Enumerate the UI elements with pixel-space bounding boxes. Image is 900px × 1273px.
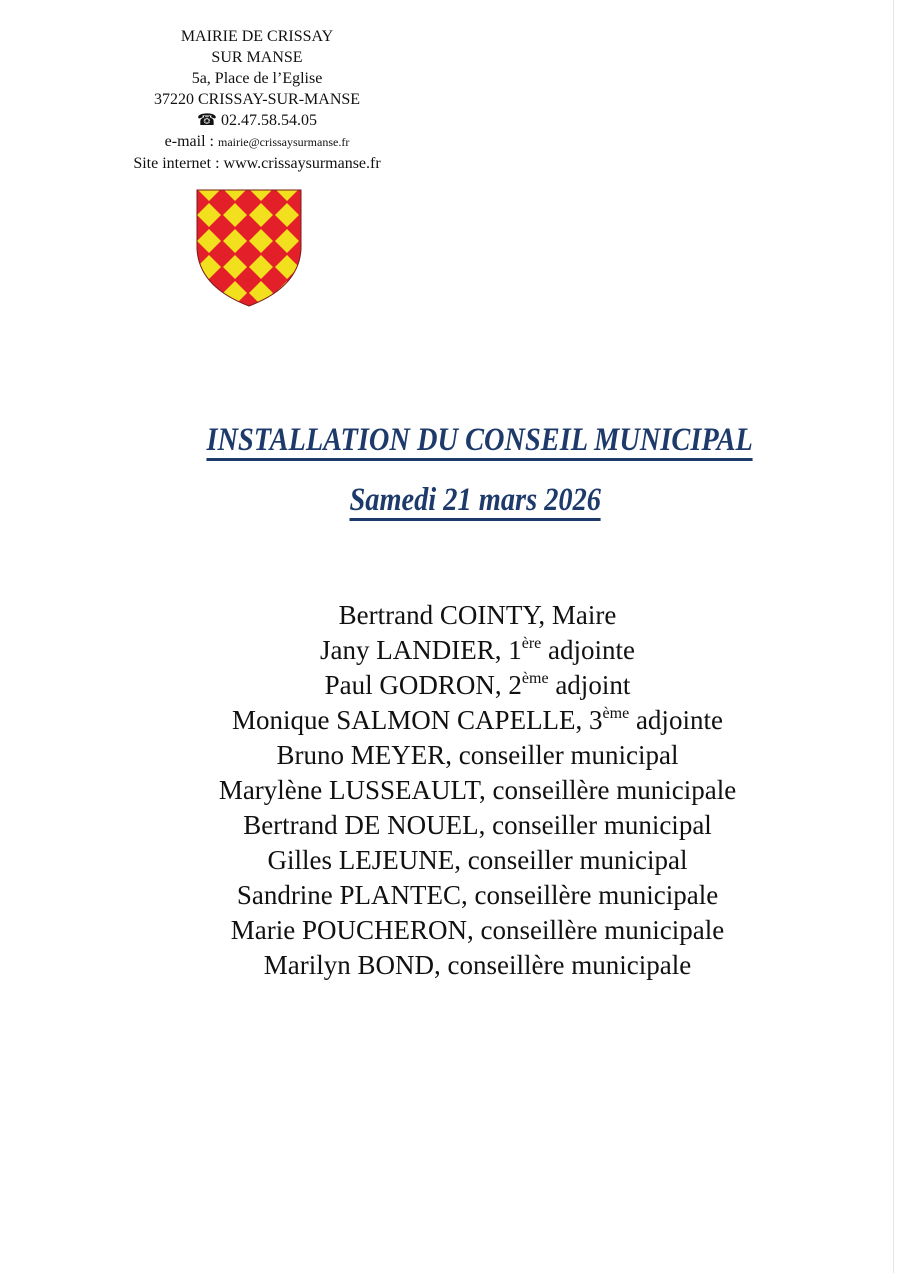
website-label: Site internet :: [133, 155, 224, 172]
council-member: [0, 668, 900, 703]
coat-of-arms-shield: [196, 189, 302, 307]
member-name: Marylène LUSSEAULT, conseillère municipale: [218, 775, 737, 805]
telephone-icon: ☎: [197, 112, 217, 129]
member-name: Gilles LEJEUNE, conseiller municipal: [267, 845, 688, 875]
letterhead: [97, 26, 417, 174]
document-date: Samedi 21 mars 2026: [0, 482, 900, 521]
council-members-list: [0, 598, 900, 983]
member-name: Marilyn BOND, conseillère municipale: [263, 950, 692, 980]
council-member: [0, 913, 900, 948]
phone-number: 02.47.58.54.05: [220, 112, 317, 129]
council-member: [0, 843, 900, 878]
member-name: Monique SALMON CAPELLE, 3: [232, 705, 603, 735]
council-member: [0, 703, 900, 738]
member-name: Bruno MEYER, conseiller municipal: [276, 740, 679, 770]
member-name: Bertrand DE NOUEL, conseiller municipal: [243, 810, 712, 840]
ordinal-suffix: ème: [521, 670, 549, 687]
address: 5a, Place de l’Eglise: [191, 70, 323, 87]
council-member: [0, 878, 900, 913]
member-name: Bertrand COINTY, Maire: [338, 600, 617, 630]
council-member: [0, 633, 900, 668]
email-label: e-mail :: [164, 133, 218, 150]
member-name: Paul GODRON, 2: [324, 670, 522, 700]
email-link[interactable]: mairie@crissaysurmanse.fr: [217, 135, 350, 149]
city: 37220 CRISSAY-SUR-MANSE: [153, 91, 361, 108]
member-role: adjointe: [629, 705, 723, 735]
council-member: [0, 773, 900, 808]
ordinal-suffix: ème: [602, 705, 630, 722]
website-link[interactable]: www.crissaysurmanse.fr: [223, 155, 381, 172]
email-line: [97, 131, 417, 153]
council-member: [0, 598, 900, 633]
mairie-name: MAIRIE DE CRISSAY: [180, 28, 334, 45]
ordinal-suffix: ère: [521, 635, 542, 652]
member-name: Sandrine PLANTEC, conseillère municipale: [236, 880, 719, 910]
member-name: Marie POUCHERON, conseillère municipale: [230, 915, 725, 945]
member-role: adjointe: [541, 635, 635, 665]
member-role: adjoint: [548, 670, 631, 700]
website-line: [97, 153, 417, 174]
member-name: Jany LANDIER, 1: [320, 635, 522, 665]
document-title: INSTALLATION DU CONSEIL MUNICIPAL: [0, 422, 900, 461]
council-member: [0, 808, 900, 843]
scan-edge: [893, 0, 894, 1273]
mairie-name-2: SUR MANSE: [211, 49, 303, 66]
council-member: [0, 738, 900, 773]
council-member: [0, 948, 900, 983]
phone-line: [97, 110, 417, 131]
